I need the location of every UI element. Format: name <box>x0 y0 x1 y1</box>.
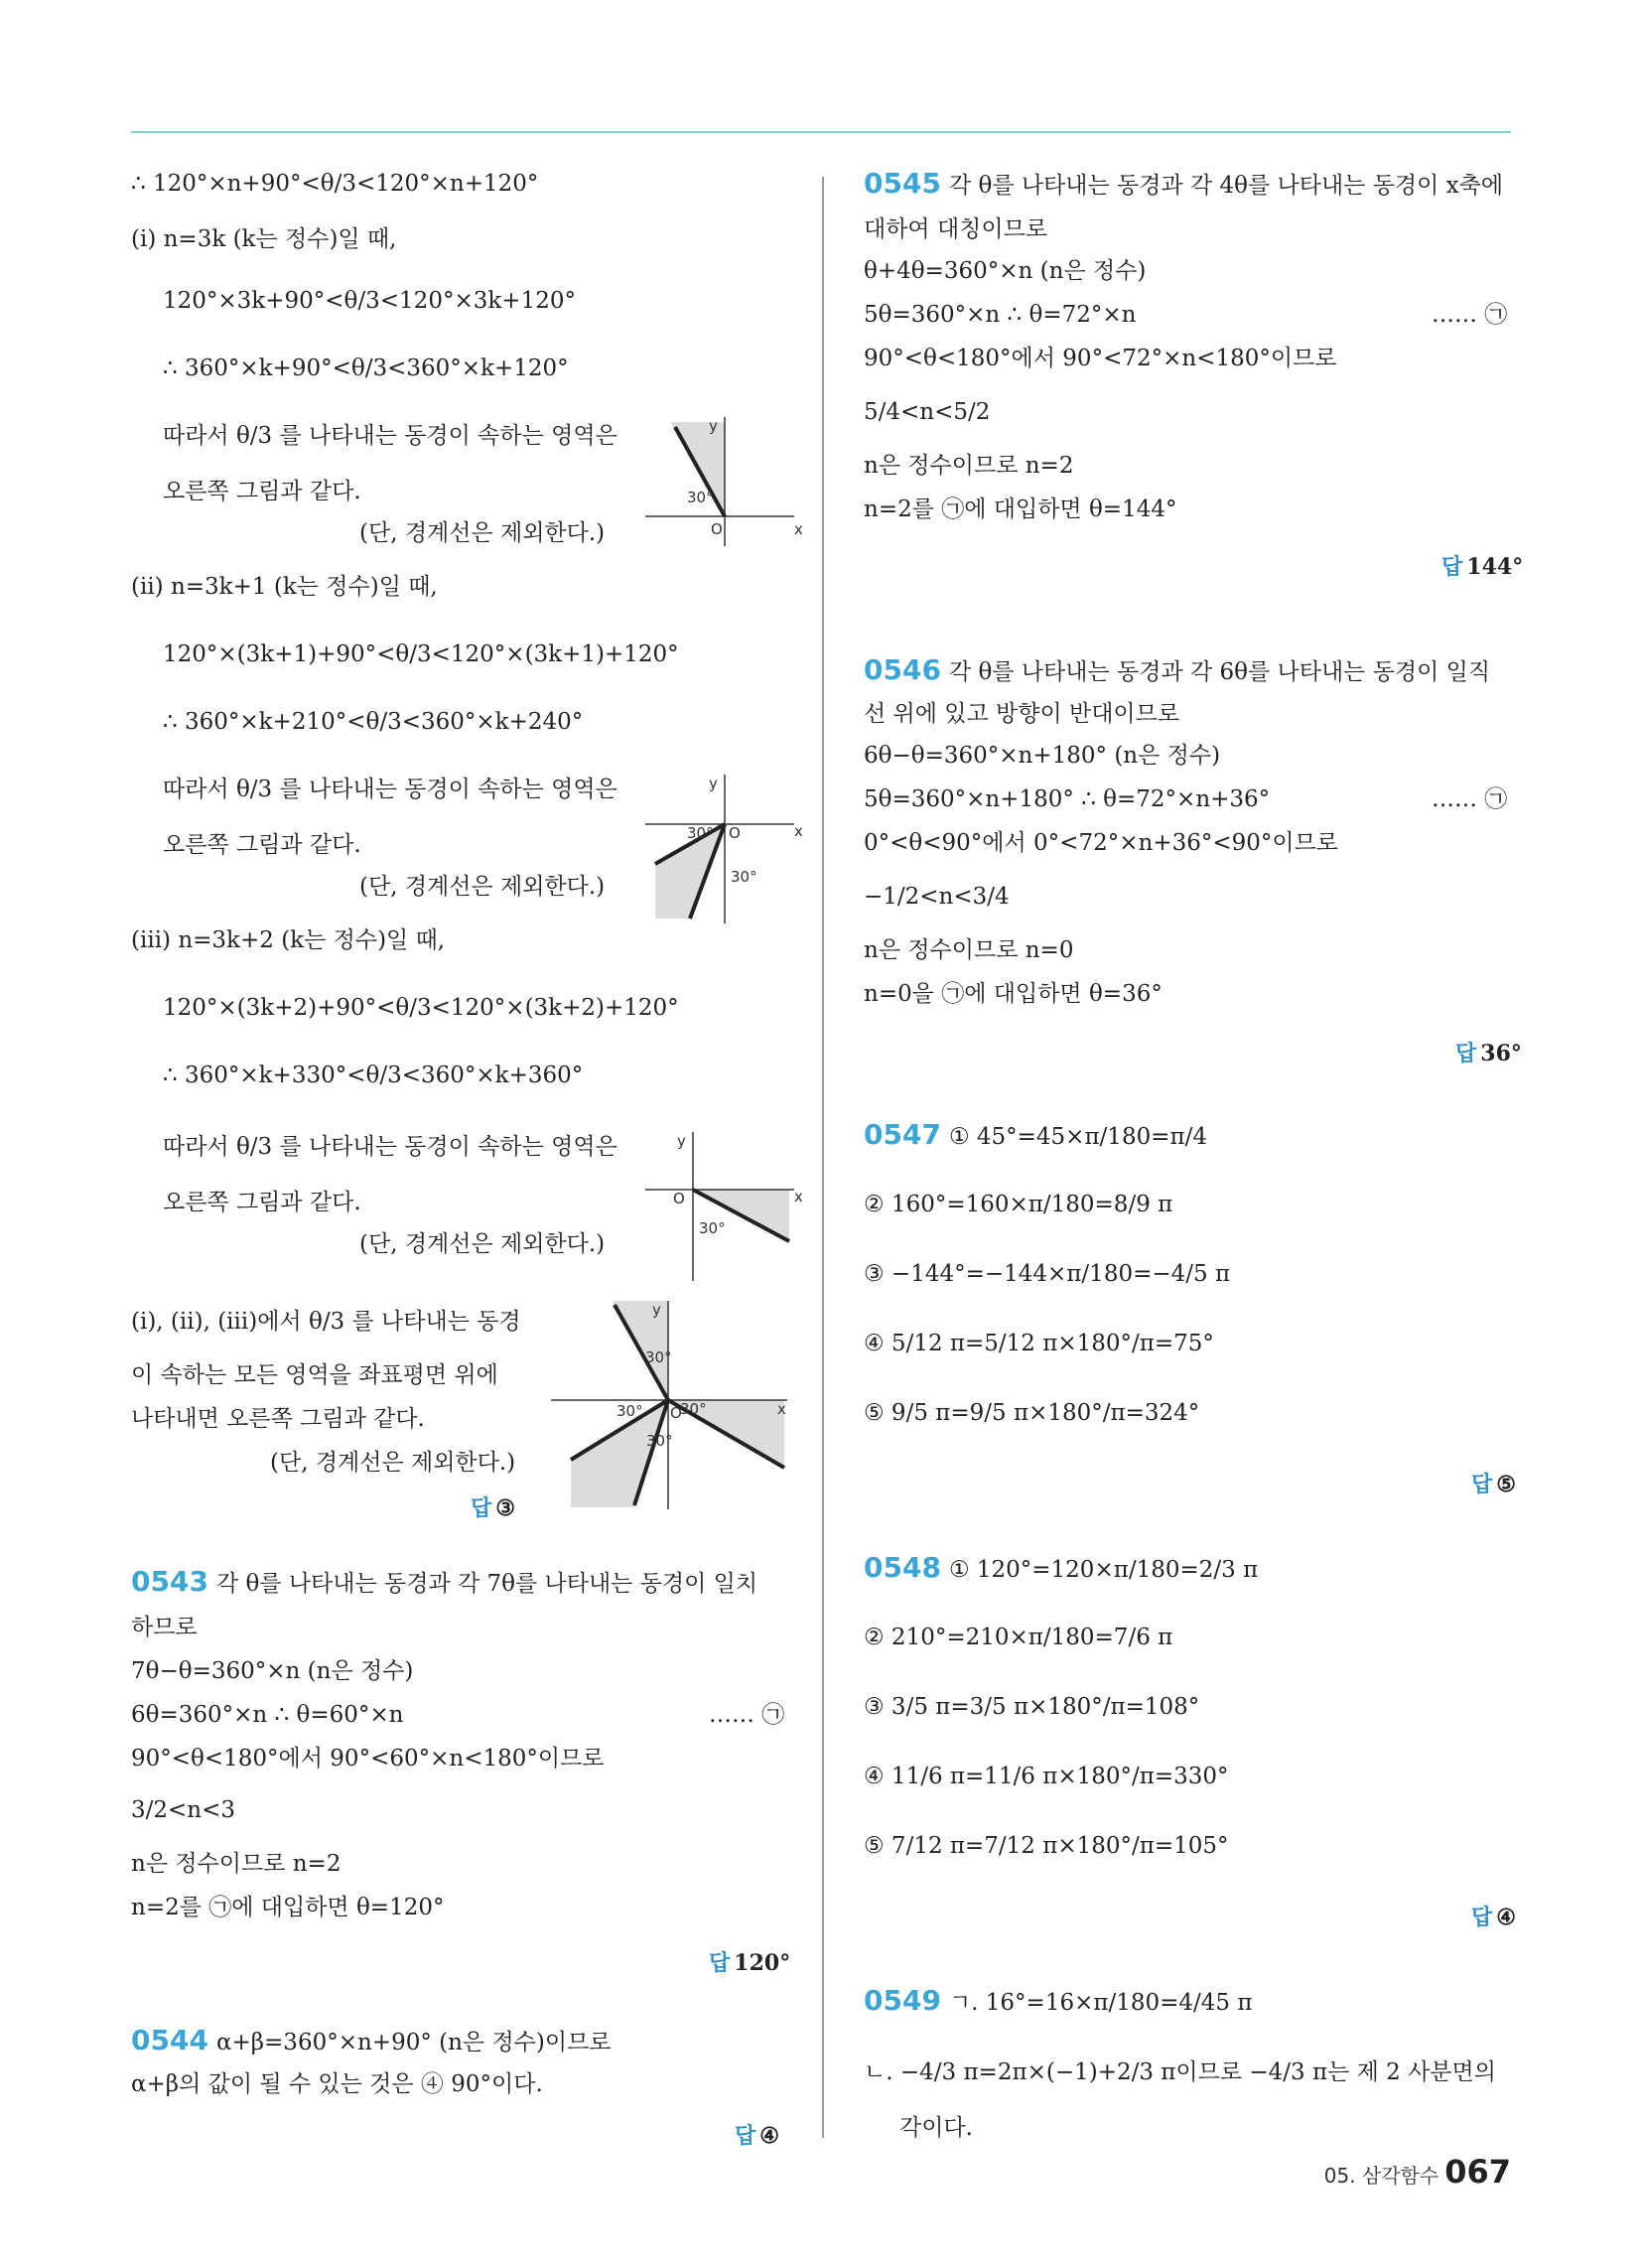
solution-line: 7θ−θ=360°×n (n은 정수) <box>131 1658 414 1684</box>
problem-number: 0547 <box>864 1118 941 1151</box>
solution-line: ③ 3/5 π=3/5 π×180°/π=108° <box>864 1694 1200 1720</box>
solution-line: 오른쪽 그림과 같다. <box>163 1190 361 1215</box>
case-heading: (ⅲ) n=3k+2 (k는 정수)일 때, <box>131 927 446 953</box>
solution-line: 각이다. <box>899 2115 973 2141</box>
solution-line: ④ 11/6 π=11/6 π×180°/π=330° <box>864 1764 1229 1789</box>
solution-line: 따라서 θ/3 를 나타내는 동경이 속하는 영역은 <box>163 423 617 449</box>
angle-label: 30° <box>645 1348 672 1366</box>
problem-text: α+β=360°×n+90° (n은 정수)이므로 <box>215 2030 612 2055</box>
solution-line: 0°<θ<90°에서 0°<72°×n+36°<90°이므로 <box>864 830 1339 856</box>
angle-label: 30° <box>687 824 714 842</box>
solution-line: ∴ 360°×k+210°<θ/3<360°×k+240° <box>163 709 584 735</box>
solution-line: n=2를 ㉠에 대입하면 θ=144° <box>864 496 1177 522</box>
equation-marker: …… ㉠ <box>1432 786 1508 812</box>
problem-text: ① 120°=120×π/180=2/3 π <box>948 1557 1259 1583</box>
angle-label: 30° <box>687 489 714 506</box>
solution-line: 오른쪽 그림과 같다. <box>163 479 361 504</box>
y-axis-label: y <box>652 1301 661 1319</box>
problem-number: 0544 <box>131 2024 208 2056</box>
x-axis-label: x <box>777 1400 786 1418</box>
solution-line: 6θ−θ=360°×n+180° (n은 정수) <box>864 743 1221 769</box>
solution-line: 따라서 θ/3 를 나타내는 동경이 속하는 영역은 <box>163 1134 617 1160</box>
x-axis-label: x <box>794 822 803 840</box>
problem-number: 0543 <box>131 1565 208 1598</box>
answer-value: ③ <box>495 1495 515 1521</box>
solution-line: n은 정수이므로 n=2 <box>131 1851 342 1877</box>
page-number: 067 <box>1444 2153 1511 2191</box>
answer-0547 <box>1471 1468 1516 1498</box>
solution-line: 5θ=360°×n ∴ θ=72°×n <box>864 302 1137 328</box>
header-rule <box>131 131 1511 133</box>
solution-line: ∴ 360°×k+90°<θ/3<360°×k+120° <box>163 355 569 381</box>
solution-line: ∴ 120°×n+90°<θ/3<120°×n+120° <box>131 171 539 197</box>
solution-line: α+β의 값이 될 수 있는 것은 ④ 90°이다. <box>131 2071 543 2097</box>
answer-value: 144° <box>1466 554 1524 580</box>
solution-line: ⑤ 9/5 π=9/5 π×180°/π=324° <box>864 1400 1200 1426</box>
origin-label: O <box>711 520 723 538</box>
x-axis-label: x <box>794 520 803 538</box>
answer-label: 답 <box>1471 1906 1493 1930</box>
problem-0546-line <box>864 653 1490 689</box>
solution-line: 나타내면 오른쪽 그림과 같다. <box>131 1406 425 1432</box>
answer-value: ④ <box>759 2123 779 2149</box>
problem-0549-line <box>864 1984 1252 2020</box>
answer-0543 <box>709 1946 790 1977</box>
solution-line: 6θ=360°×n ∴ θ=60°×n <box>131 1702 404 1728</box>
solution-line: 선 위에 있고 방향이 반대이므로 <box>864 701 1180 727</box>
solution-line: ② 160°=160×π/180=8/9 π <box>864 1192 1173 1217</box>
solution-line: 3/2<n<3 <box>131 1797 236 1823</box>
solution-line: ⑤ 7/12 π=7/12 π×180°/π=105° <box>864 1833 1229 1859</box>
quadrant-figure-1 <box>645 417 804 546</box>
chapter-title: 05. 삼각함수 <box>1323 2164 1439 2188</box>
problem-text: ㄱ. 16°=16×π/180=4/45 π <box>948 1990 1253 2016</box>
answer-label: 답 <box>1455 1042 1477 1066</box>
equation-marker: …… ㉠ <box>1432 302 1508 328</box>
problem-0547-line <box>864 1118 1207 1154</box>
solution-line: n=0을 ㉠에 대입하면 θ=36° <box>864 981 1163 1007</box>
origin-label: O <box>673 1190 685 1207</box>
angle-label: 30° <box>616 1402 643 1420</box>
solution-line: 오른쪽 그림과 같다. <box>163 832 361 858</box>
problem-text: 각 θ를 나타내는 동경과 각 7θ를 나타내는 동경이 일치 <box>215 1571 758 1597</box>
solution-line: 이 속하는 모든 영역을 좌표평면 위에 <box>131 1362 498 1388</box>
y-axis-label: y <box>677 1132 686 1150</box>
solution-line: 대하여 대칭이므로 <box>864 216 1048 242</box>
solution-line: ∴ 360°×k+330°<θ/3<360°×k+360° <box>163 1063 584 1088</box>
problem-number: 0548 <box>864 1551 941 1584</box>
page-footer <box>1324 2153 1511 2191</box>
solution-line: ② 210°=210×π/180=7/6 π <box>864 1625 1173 1650</box>
solution-line: θ+4θ=360°×n (n은 정수) <box>864 258 1147 284</box>
solution-note: (단, 경계선은 제외한다.) <box>359 874 606 900</box>
y-axis-label: y <box>709 417 718 435</box>
answer-0548 <box>1471 1901 1516 1931</box>
solution-line: ④ 5/12 π=5/12 π×180°/π=75° <box>864 1331 1214 1356</box>
solution-line: n은 정수이므로 n=0 <box>864 937 1074 963</box>
problem-text: ① 45°=45×π/180=π/4 <box>948 1124 1207 1150</box>
angle-label: 30° <box>699 1219 726 1237</box>
problem-number: 0546 <box>864 653 941 686</box>
answer-0542 <box>471 1491 515 1522</box>
solution-line: 120°×(3k+2)+90°<θ/3<120°×(3k+2)+120° <box>163 995 679 1021</box>
problem-0544-line <box>131 2024 612 2059</box>
case-heading: (ⅰ) n=3k (k는 정수)일 때, <box>131 226 397 252</box>
solution-line: −1/2<n<3/4 <box>864 884 1010 910</box>
solution-note: (단, 경계선은 제외한다.) <box>270 1450 516 1476</box>
solution-note: (단, 경계선은 제외한다.) <box>359 520 606 546</box>
answer-value: 36° <box>1480 1041 1522 1066</box>
answer-label: 답 <box>471 1496 492 1521</box>
answer-label: 답 <box>709 1951 731 1976</box>
answer-label: 답 <box>735 2124 756 2149</box>
solution-line: (ⅰ), (ⅱ), (ⅲ)에서 θ/3 를 나타내는 동경 <box>131 1309 521 1335</box>
angle-label: 30° <box>680 1400 707 1418</box>
solution-line: n=2를 ㉠에 대입하면 θ=120° <box>131 1895 445 1920</box>
solution-line: 5/4<n<5/2 <box>864 399 991 425</box>
x-axis-label: x <box>794 1188 803 1205</box>
problem-number: 0545 <box>864 167 941 200</box>
origin-label: O <box>670 1404 682 1422</box>
solution-line: 5θ=360°×n+180° ∴ θ=72°×n+36° <box>864 786 1271 812</box>
answer-value: ④ <box>1496 1905 1516 1930</box>
answer-value: ⑤ <box>1496 1472 1516 1497</box>
solution-line: 하므로 <box>131 1615 198 1640</box>
quadrant-figure-combined <box>551 1301 789 1509</box>
solution-note: (단, 경계선은 제외한다.) <box>359 1231 606 1257</box>
quadrant-figure-3 <box>645 1132 804 1281</box>
answer-value: 120° <box>734 1950 791 1976</box>
problem-number: 0549 <box>864 1984 941 2017</box>
answer-0545 <box>1441 550 1523 581</box>
answer-0544 <box>735 2119 779 2150</box>
solution-line: 120°×3k+90°<θ/3<120°×3k+120° <box>163 288 576 314</box>
solution-line: 120°×(3k+1)+90°<θ/3<120°×(3k+1)+120° <box>163 641 679 667</box>
y-axis-label: y <box>709 775 718 792</box>
answer-0546 <box>1455 1037 1522 1067</box>
problem-0548-line <box>864 1551 1258 1587</box>
angle-label: 30° <box>731 868 757 886</box>
solution-line: 90°<θ<180°에서 90°<72°×n<180°이므로 <box>864 346 1337 371</box>
case-heading: (ⅱ) n=3k+1 (k는 정수)일 때, <box>131 574 438 600</box>
column-divider <box>822 177 824 2138</box>
quadrant-figure-2 <box>645 775 804 923</box>
problem-text: 각 θ를 나타내는 동경과 각 6θ를 나타내는 동경이 일직 <box>948 659 1491 685</box>
origin-label: O <box>729 824 741 842</box>
problem-0545-line <box>864 167 1503 203</box>
angle-label: 30° <box>646 1432 673 1450</box>
solution-line: ③ −144°=−144×π/180=−4/5 π <box>864 1261 1231 1287</box>
answer-label: 답 <box>1441 555 1463 580</box>
answer-label: 답 <box>1471 1473 1493 1497</box>
solution-line: ㄴ. −4/3 π=2π×(−1)+2/3 π이므로 −4/3 π는 제 2 사분면의 <box>864 2059 1496 2085</box>
equation-marker: …… ㉠ <box>709 1702 785 1728</box>
problem-text: 각 θ를 나타내는 동경과 각 4θ를 나타내는 동경이 x축에 <box>948 173 1504 199</box>
problem-0543-line <box>131 1565 757 1601</box>
solution-line: 따라서 θ/3 를 나타내는 동경이 속하는 영역은 <box>163 777 617 802</box>
solution-line: 90°<θ<180°에서 90°<60°×n<180°이므로 <box>131 1746 605 1772</box>
solution-line: n은 정수이므로 n=2 <box>864 453 1074 479</box>
